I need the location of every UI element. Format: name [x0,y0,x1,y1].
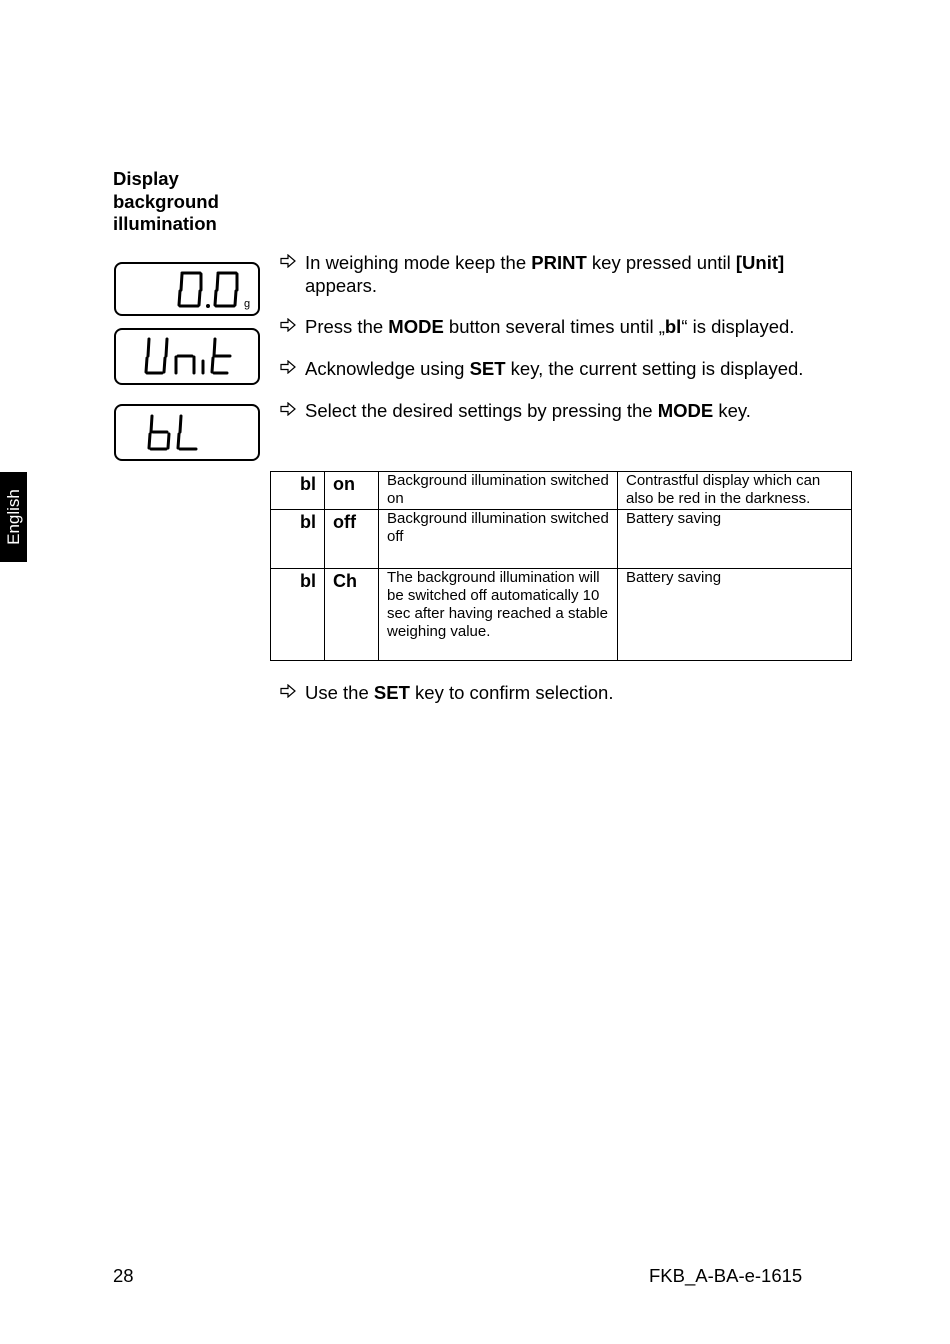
instruction-step-4: Select the desired settings by pressing the MODE key. [280,399,860,422]
table-row [271,509,852,568]
setting-value: Ch [325,568,379,660]
language-tab [0,472,27,562]
setting-note: Contrastful display which can also be red in the darkness. [618,472,852,510]
setting-code: bl [271,568,325,660]
setting-code: bl [271,509,325,568]
arrow-right-icon [280,318,296,332]
document-id: FKB_A-BA-e-1615 [649,1265,803,1286]
setting-description: The background illumination will be switched off automatically 10 sec after having reached a stable weighing value. [379,568,618,660]
arrow-right-icon [280,254,296,268]
setting-description: Background illumination switched off [379,509,618,568]
lcd-unit-label: g [244,298,251,310]
arrow-right-icon [280,360,296,374]
lcd-digits-bl [116,406,258,459]
setting-code: bl [271,472,325,510]
page-number: 28 [113,1265,134,1286]
instruction-step-3: Acknowledge using SET key, the current setting is displayed. [280,357,860,380]
setting-value: on [325,472,379,510]
setting-note: Battery saving [618,568,852,660]
lcd-display-zero [114,262,260,316]
setting-note: Battery saving [618,509,852,568]
arrow-right-icon [280,402,296,416]
instruction-step-2: Press the MODE button several times until „bl“ is displayed. [280,315,860,338]
lcd-display-unit [114,328,260,385]
instruction-step-confirm: Use the SET key to confirm selection. [280,681,860,704]
lcd-display-bl [114,404,260,461]
arrow-right-icon [280,684,296,698]
settings-table [270,471,852,661]
setting-description: Background illumination switched on [379,472,618,510]
section-title: Display background illumination [113,168,219,234]
table-row [271,568,852,660]
language-tab-label: English [3,489,23,545]
instruction-step-1: In weighing mode keep the PRINT key pressed until [Unit] appears. [280,251,860,297]
lcd-digits-zero [116,264,258,314]
lcd-digits-unit [116,330,258,383]
setting-value: off [325,509,379,568]
table-row [271,472,852,510]
